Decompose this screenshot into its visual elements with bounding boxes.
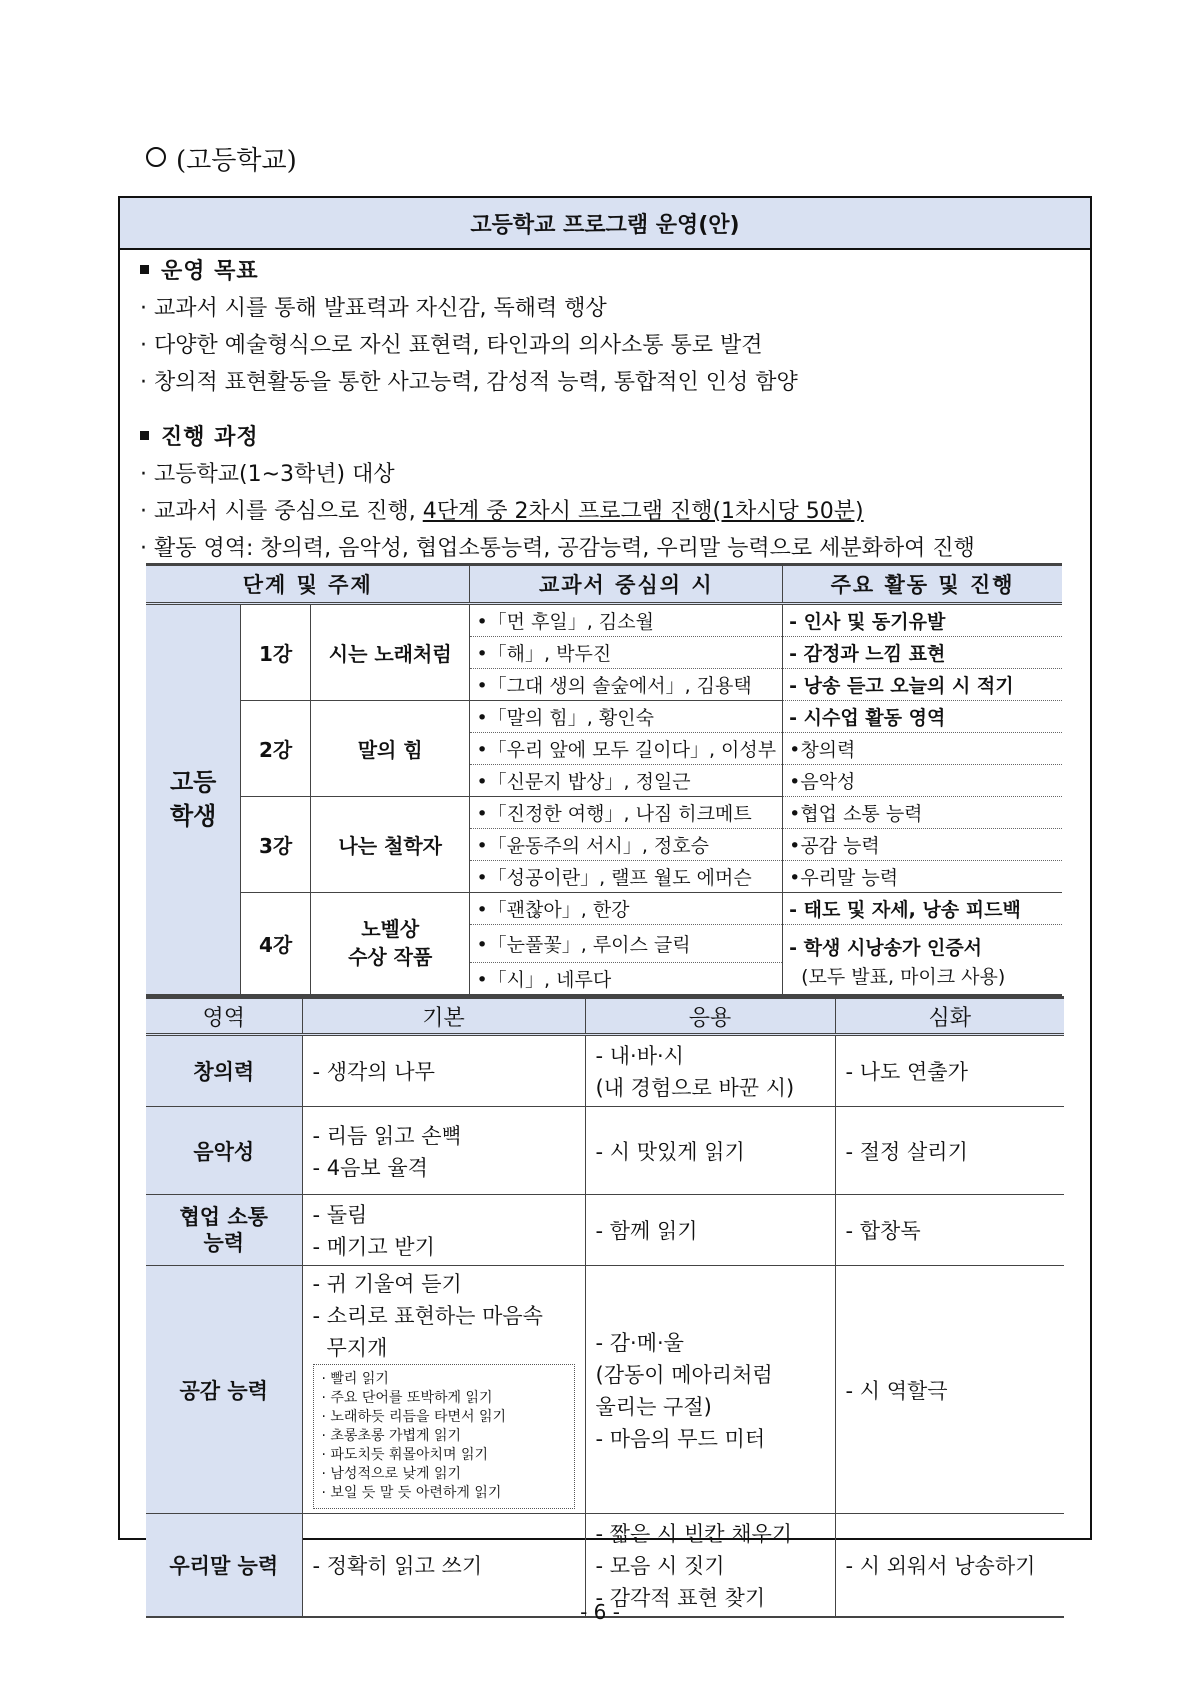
activity-item: •우리말 능력 [783,861,1062,893]
poem-item: •「해」, 박두진 [470,637,783,669]
basic-cell: - 리듬 읽고 손뼉 - 4음보 율격 [302,1107,585,1195]
poem-item: •「눈풀꽃」, 루이스 글릭 [470,925,783,963]
goal-item: · 다양한 예술형식으로 자신 표현력, 타인과의 의사소통 통로 발견 [140,333,763,358]
lesson-topic: 말의 힘 [310,701,470,797]
schedule-header: 교과서 중심의 시 [470,565,783,604]
section-heading: (고등학교) [146,140,297,177]
basic-cell: - 생각의 나무 [302,1035,585,1107]
area-cell: 공감 능력 [146,1266,302,1514]
poem-item: •「성공이란」, 랠프 월도 에머슨 [470,861,783,893]
activity-item: •공감 능력 [783,829,1062,861]
goal-item: · 창의적 표현활동을 통한 사고능력, 감성적 능력, 통합적인 인성 함양 [140,370,798,395]
square-bullet-icon [140,265,149,274]
poem-item: •「먼 후일」, 김소월 [470,604,783,637]
lesson-number: 3강 [241,797,311,893]
poem-item: •「시」, 네루다 [470,962,783,995]
activity-item: - 인사 및 동기유발 [783,604,1062,637]
competency-header: 심화 [835,998,1064,1035]
activity-item: - 시수업 활동 영역 [783,701,1062,733]
poem-item: •「우리 앞에 모두 길이다」, 이성부 [470,733,783,765]
process-item: · 고등학교(1~3학년) 대상 [140,462,395,487]
goals-heading: 운영 목표 [140,254,798,285]
activity-item: (모두 발표, 마이크 사용) [783,962,1062,995]
page-number: - 6 - [580,1600,620,1624]
activity-item: - 낭송 듣고 오늘의 시 적기 [783,669,1062,701]
deep-cell: - 시 외워서 낭송하기 [835,1514,1064,1618]
deep-cell: - 절정 살리기 [835,1107,1064,1195]
basic-cell: - 정확히 읽고 쓰기 [302,1514,585,1618]
area-cell: 음악성 [146,1107,302,1195]
poem-item: •「진정한 여행」, 나짐 히크메트 [470,797,783,829]
deep-cell: - 나도 연출가 [835,1035,1064,1107]
activity-item: •음악성 [783,765,1062,797]
deep-cell: - 시 역할극 [835,1266,1064,1514]
schedule-header: 단계 및 주제 [146,565,470,604]
applied-cell: - 짧은 시 빈칸 채우기 - 모음 시 짓기 - 감각적 표현 찾기 [585,1514,835,1618]
goals-block [140,254,798,396]
activity-item: •창의력 [783,733,1062,765]
poem-item: •「윤동주의 서시」, 정호승 [470,829,783,861]
applied-cell: - 감·메·울 (감동이 메아리처럼 울리는 구절) - 마음의 무드 미터 [585,1266,835,1514]
applied-cell: - 시 맛있게 읽기 [585,1107,835,1195]
poem-item: •「신문지 밥상」, 정일근 [470,765,783,797]
goal-item: · 교과서 시를 통해 발표력과 자신감, 독해력 행상 [140,296,607,321]
schedule-header: 주요 활동 및 진행 [783,565,1062,604]
process-item: · 교과서 시를 중심으로 진행, 4단계 중 2차시 프로그램 진행(1차시당 50분) [140,499,864,524]
basic-cell: - 돌림 - 메기고 받기 [302,1195,585,1266]
lesson-number: 4강 [241,893,311,995]
applied-cell: - 함께 읽기 [585,1195,835,1266]
circle-bullet-icon [146,147,166,167]
square-bullet-icon [140,431,149,440]
applied-cell: - 내·바·시 (내 경험으로 바꾼 시) [585,1035,835,1107]
poem-item: •「말의 힘」, 황인숙 [470,701,783,733]
lesson-topic: 노벨상 수상 작품 [310,893,470,995]
activity-item: - 감정과 느낌 표현 [783,637,1062,669]
competency-header: 응용 [585,998,835,1035]
process-item-underlined: 4단계 중 2차시 프로그램 진행(1차시당 50분) [422,499,864,524]
process-heading: 진행 과정 [140,420,975,451]
lesson-number: 1강 [241,604,311,701]
process-block [140,420,975,562]
area-cell: 협업 소통 능력 [146,1195,302,1266]
area-cell: 우리말 능력 [146,1514,302,1618]
basic-cell: - 귀 기울여 듣기 - 소리로 표현하는 마음속 무지개 · 빨리 읽기 · 주요 단어를 또박하게 읽기 · 노래하듯 리듬을 타면서 읽기 · 초롱초롱 가볍게 읽기 · 파도치듯 휘몰아치며 읽기 · 남성적으로 낮게 읽기 · 보일 듯 말 듯 아련하게 읽기 [302,1266,585,1514]
lesson-topic: 시는 노래처럼 [310,604,470,701]
activity-item: - 학생 시낭송가 인증서 [789,937,983,959]
schedule-table [146,563,1062,996]
activity-item: - 태도 및 자세, 낭송 피드백 [783,893,1062,925]
activity-item: •협업 소통 능력 [783,797,1062,829]
competency-table [146,996,1064,1618]
area-cell: 창의력 [146,1035,302,1107]
competency-header: 영역 [146,998,302,1035]
lesson-number: 2강 [241,701,311,797]
poem-item: •「괜찮아」, 한강 [470,893,783,925]
competency-header: 기본 [302,998,585,1035]
poem-item: •「그대 생의 솔숲에서」, 김용택 [470,669,783,701]
process-item: · 활동 영역: 창의력, 음악성, 협업소통능력, 공감능력, 우리말 능력으로 세분화하여 진행 [140,536,975,561]
deep-cell: - 합창독 [835,1195,1064,1266]
box-title: 고등학교 프로그램 운영(안) [120,198,1090,250]
reading-methods-box: · 빨리 읽기 · 주요 단어를 또박하게 읽기 · 노래하듯 리듬을 타면서 읽기 · 초롱초롱 가볍게 읽기 · 파도치듯 휘몰아치며 읽기 · 남성적으로 낮게 읽기 · 보일 듯 말 듯 아련하게 읽기 [313,1364,575,1509]
level-cell: 고등 학생 [146,604,241,995]
lesson-topic: 나는 철학자 [310,797,470,893]
